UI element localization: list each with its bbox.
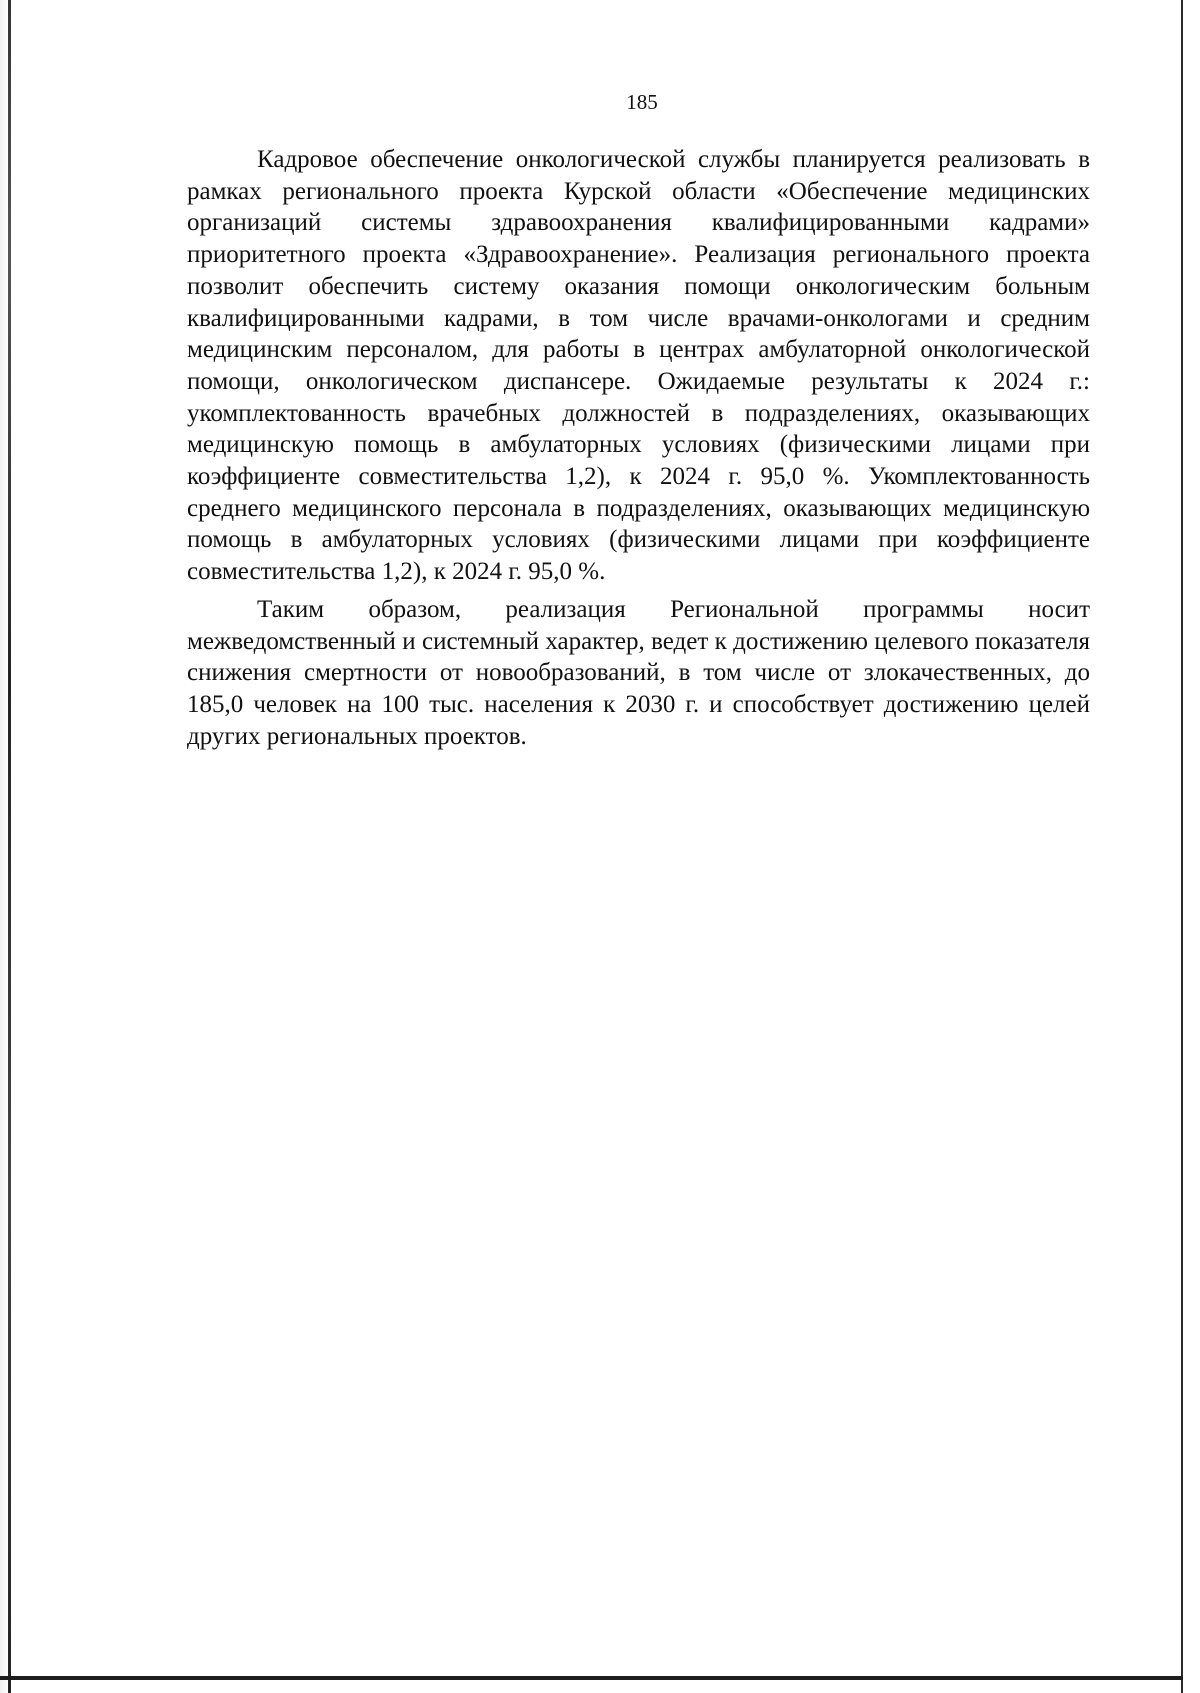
scan-edge-bottom [0,1676,1183,1680]
scan-edge-left [8,0,11,1693]
document-body [187,144,1090,752]
paragraph-conclusion: Таким образом, реализация Региональной программы носит межведомственный и системный характер, ведет к достижению целевого показателя снижения смертности от новообразований, в том числе от злокачественных, до 185,0 человек на 100 тыс. населения к 2030 г. и способствует достижению целей других региональных проектов. [187,595,1090,750]
scan-edge-right [1181,0,1183,1693]
paragraph-staffing: Кадровое обеспечение онкологической службы планируется реализовать в рамках регионального проекта Курской области «Обеспечение медицинских организаций системы здравоохранения квалифицированными кадрами» приоритетного проекта «Здравоохранение». Реализация регионального проекта позволит обеспечить систему оказания помощи онкологическим больным квалифицированными кадрами, в том числе врачами-онкологами и средним медицинским персоналом, для работы в центрах амбулаторной онкологической помощи, онкологическом диспансере. Ожидаемые результаты к 2024 г.: укомплектованность врачебных должностей в подразделениях, оказывающих медицинскую помощь в амбулаторных условиях (физическими лицами при коэффициенте совместительства 1,2), к 2024 г. 95,0 %. Укомплектованность среднего медицинского персонала в подразделениях, оказывающих медицинскую помощь в амбулаторных условиях (физическими лицами при коэффициенте совместительства 1,2), к 2024 г. 95,0 %. [187,146,1090,586]
page-number: 185 [626,90,658,114]
scan-shadow-left [0,0,8,1693]
